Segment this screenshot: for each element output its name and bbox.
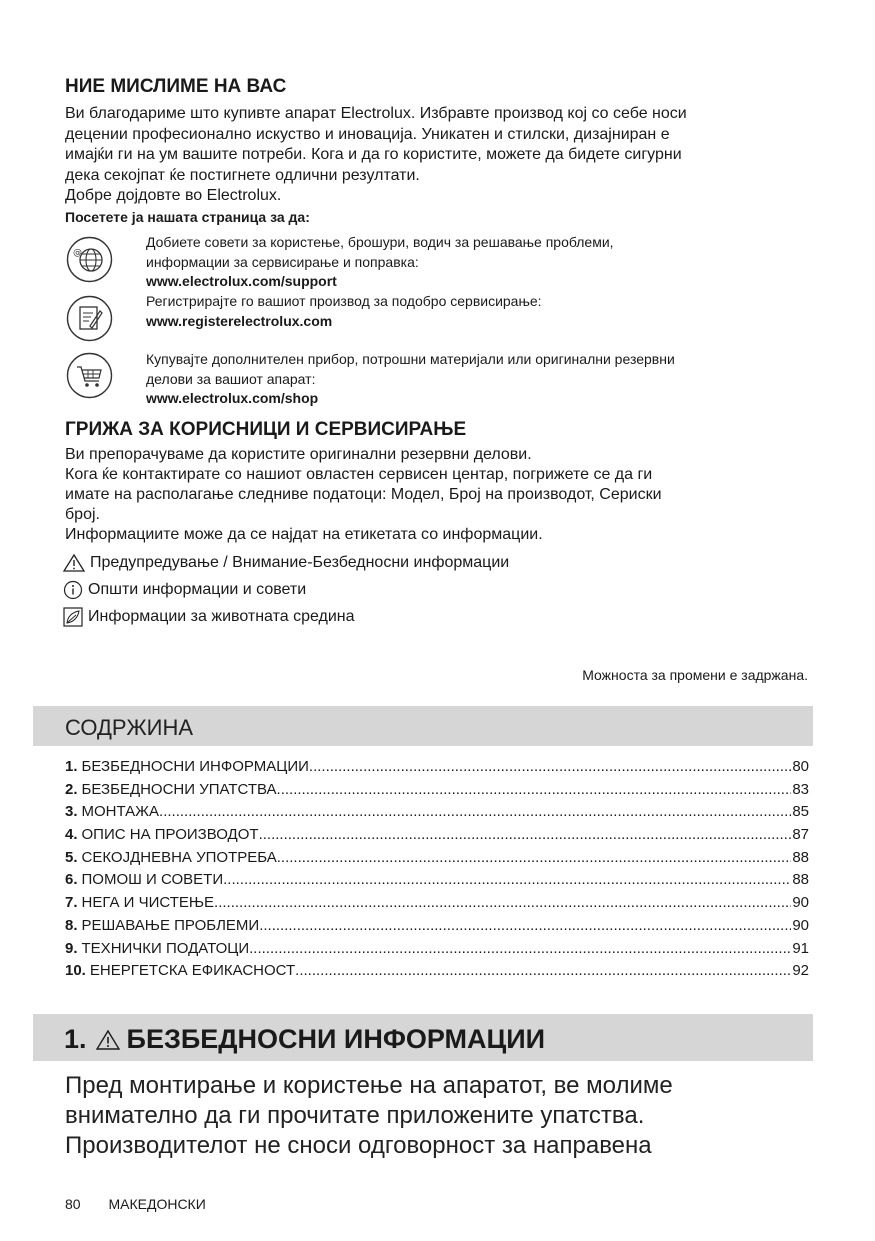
care-line: Кога ќе контактирате со нашиот овластен сервисен центар, погрижете се да ги: [65, 466, 653, 483]
toc-label: ПОМОШ И СОВЕТИ: [81, 871, 224, 889]
toc-leader: [214, 894, 791, 911]
toc-title: СОДРЖИНА: [65, 715, 194, 740]
legend-label: Предупредување / Внимание-Безбедносни информации: [90, 554, 510, 571]
shop-link[interactable]: www.electrolux.com/shop: [146, 390, 319, 406]
visit-text-line: Добиете совети за користење, брошури, водич за решавање проблеми,: [146, 234, 614, 250]
visit-label: Посетете ја нашата страница за да:: [65, 208, 310, 225]
care-text: [65, 445, 825, 545]
toc-page: 90: [792, 916, 809, 934]
table-of-contents: [65, 758, 809, 985]
section1-title-text: БЕЗБЕДНОСНИ ИНФОРМАЦИИ: [126, 1024, 546, 1054]
toc-label: ТЕХНИЧКИ ПОДАТОЦИ: [81, 939, 250, 957]
toc-leader: [259, 917, 791, 934]
toc-leader: [295, 962, 791, 979]
visit-item-support: [146, 233, 826, 292]
care-line: број.: [65, 506, 100, 523]
leaf-icon: [62, 607, 84, 627]
care-line: Ви препорачуваме да користите оригинални резервни делови.: [65, 446, 532, 463]
toc-page: 85: [792, 803, 809, 821]
toc-num: 7.: [65, 894, 78, 912]
care-line: имате на располагање следниве податоци: Модел, Број на производот, Сериски: [65, 486, 662, 503]
visit-item-shop: [146, 350, 826, 409]
thanks-line: Ви благодариме што купивте апарат Electrolux. Избравте производ кој со себе носи: [65, 105, 687, 122]
toc-leader: [249, 940, 791, 957]
globe-icon: [66, 236, 113, 283]
visit-text-line: информации за сервисирање и поправка:: [146, 253, 419, 270]
toc-row[interactable]: [65, 962, 809, 985]
toc-row[interactable]: [65, 917, 809, 940]
footer-language: МАКЕДОНСКИ: [108, 1196, 206, 1212]
warning-icon: [95, 1029, 121, 1051]
toc-num: 8.: [65, 916, 78, 934]
safety-line: Пред монтирање и користење на апаратот, ве молиме: [65, 1072, 673, 1099]
legend-warning: [62, 553, 509, 573]
toc-num: 3.: [65, 803, 78, 821]
toc-label: БЕЗБЕДНОСНИ УПАТСТВА: [81, 780, 277, 798]
toc-label: БЕЗБЕДНОСНИ ИНФОРМАЦИИ: [81, 758, 309, 775]
toc-label: РЕШАВАЊЕ ПРОБЛЕМИ: [81, 916, 260, 934]
toc-header-bar: [33, 706, 813, 746]
toc-leader: [277, 849, 792, 866]
toc-label: НЕГА И ЧИСТЕЊЕ: [81, 894, 215, 912]
welcome-line: Добре дојдовте во Electrolux.: [65, 187, 282, 204]
section1-number: 1.: [64, 1024, 87, 1054]
toc-row[interactable]: [65, 781, 809, 804]
section1-header-bar: [33, 1014, 813, 1061]
thanks-heading: НИЕ МИСЛИМЕ НА ВАС: [65, 76, 287, 97]
thanks-line: имајќи ги на ум вашите потреби. Кога и да го користите, можете да бидете сигурни: [65, 146, 682, 163]
toc-leader: [223, 871, 791, 888]
toc-num: 2.: [65, 780, 78, 798]
safety-line: Производителот не сноси одговорност за направена: [65, 1132, 652, 1159]
toc-leader: [309, 758, 791, 775]
page-number: 80: [65, 1196, 81, 1212]
visit-text-line: делови за вашиот апарат:: [146, 370, 316, 387]
toc-page: 88: [792, 848, 809, 866]
toc-num: 1.: [65, 758, 78, 775]
toc-row[interactable]: [65, 940, 809, 963]
toc-num: 4.: [65, 826, 78, 844]
toc-row[interactable]: [65, 803, 809, 826]
warning-icon: [62, 553, 86, 573]
visit-text-line: Регистрирајте го вашиот производ за подобро сервисирање:: [146, 293, 542, 309]
toc-num: 5.: [65, 848, 78, 866]
page-footer: [65, 1196, 230, 1212]
legend-environment: [62, 607, 355, 627]
thanks-line: децении професионално искуство и иновација. Уникатен и стилски, дизајниран е: [65, 125, 670, 143]
svg-text:@: @: [73, 248, 82, 258]
info-icon: [62, 580, 84, 600]
safety-intro: [65, 1071, 825, 1161]
toc-leader: [259, 826, 792, 843]
toc-row[interactable]: [65, 871, 809, 894]
toc-label: ОПИС НА ПРОИЗВОДОТ: [81, 826, 259, 844]
toc-page: 91: [792, 939, 809, 957]
support-link[interactable]: www.electrolux.com/support: [146, 273, 337, 289]
toc-page: 88: [792, 871, 809, 889]
toc-num: 6.: [65, 871, 78, 889]
shopping-cart-icon: [66, 352, 113, 399]
toc-page: 80: [792, 758, 809, 775]
toc-page: 87: [792, 826, 809, 844]
section1-title: [64, 1024, 545, 1055]
register-icon: [66, 295, 113, 342]
legend-info: [62, 580, 306, 600]
changes-reserved: Можноста за промени е задржана.: [582, 667, 808, 683]
toc-num: 9.: [65, 939, 78, 957]
toc-page: 83: [792, 780, 809, 798]
legend-label: Општи информации и совети: [88, 581, 307, 598]
thanks-line: дека секојпат ќе постигнете одлични резултати.: [65, 166, 420, 184]
toc-label: ЕНЕРГЕТСКА ЕФИКАСНОСТ: [89, 962, 296, 980]
toc-leader: [159, 803, 791, 820]
toc-row[interactable]: [65, 894, 809, 917]
toc-row[interactable]: [65, 758, 809, 781]
toc-page: 90: [792, 894, 809, 912]
toc-label: МОНТАЖА: [81, 803, 160, 821]
register-link[interactable]: www.registerelectrolux.com: [146, 312, 333, 329]
visit-item-register: [146, 292, 826, 331]
toc-num: 10.: [65, 962, 86, 980]
toc-row[interactable]: [65, 826, 809, 849]
toc-page: 92: [792, 962, 809, 980]
toc-label: СЕКОЈДНЕВНА УПОТРЕБА: [81, 848, 277, 866]
legend-label: Информации за животната средина: [88, 608, 355, 625]
toc-row[interactable]: [65, 849, 809, 872]
thanks-text: [65, 104, 825, 227]
care-line: Информациите може да се најдат на етикетата со информации.: [65, 526, 543, 543]
safety-line: внимателно да ги прочитате приложените упатства.: [65, 1102, 645, 1129]
toc-leader: [277, 781, 792, 798]
visit-text-line: Купувајте дополнителен прибор, потрошни материјали или оригинални резервни: [146, 351, 675, 367]
care-heading: ГРИЖА ЗА КОРИСНИЦИ И СЕРВИСИРАЊЕ: [65, 419, 467, 440]
